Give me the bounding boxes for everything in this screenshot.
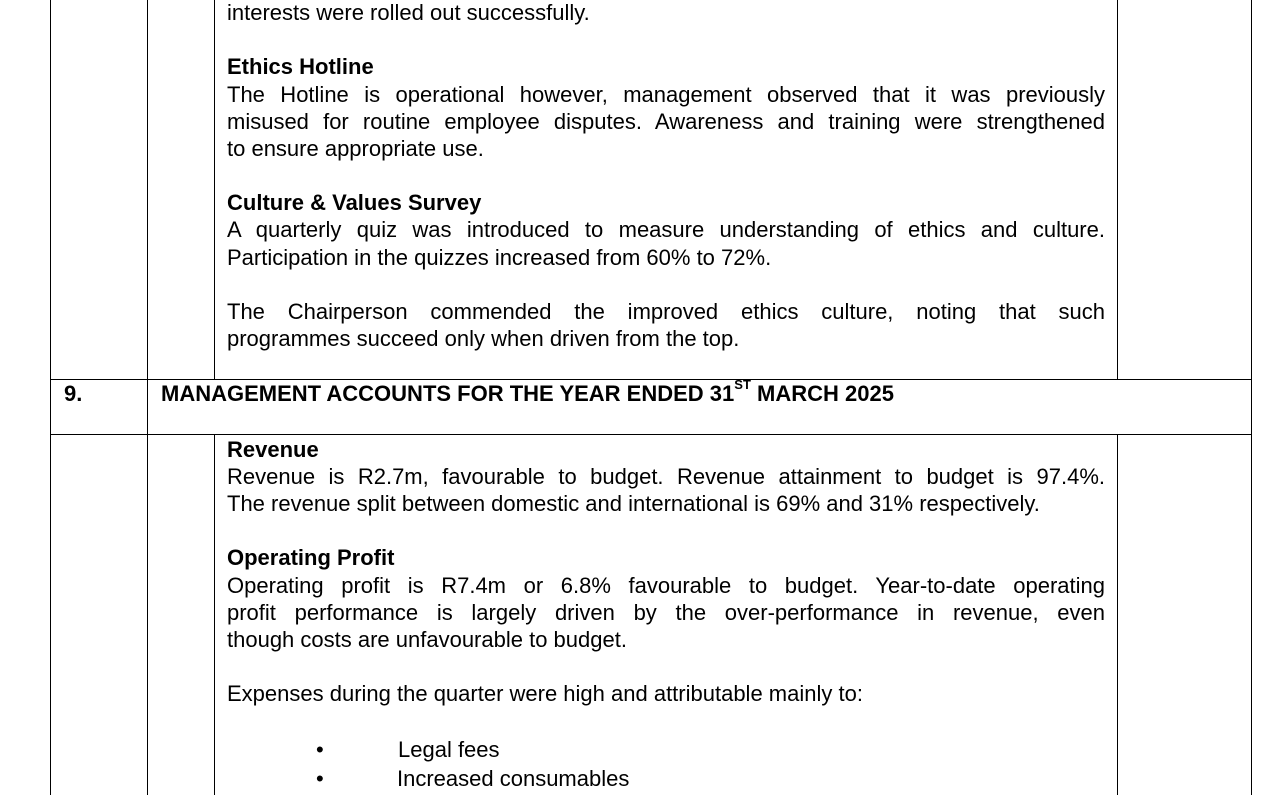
hotline-line-1: The Hotline is operational however, management observed that it was previously — [227, 82, 1105, 107]
chair-line-1: The Chairperson commended the improved ethics culture, noting that such — [227, 299, 1105, 324]
op-line-3: though costs are unfavourable to budget. — [227, 627, 627, 652]
ethics-hotline-heading: Ethics Hotline — [227, 54, 374, 79]
section-title-part1: MANAGEMENT ACCOUNTS FOR THE YEAR ENDED 31 — [161, 381, 735, 406]
table-border-right — [1251, 0, 1252, 795]
expenses-intro: Expenses during the quarter were high and attributable mainly to: — [227, 681, 863, 706]
hotline-line-2: misused for routine employee disputes. Awareness and training were strengthened — [227, 109, 1105, 134]
survey-line-1: A quarterly quiz was introduced to measure understanding of ethics and culture. — [227, 217, 1105, 242]
survey-line-2: Participation in the quizzes increased from 60% to 72%. — [227, 245, 772, 270]
chair-line-2: programmes succeed only when driven from the top. — [227, 326, 740, 351]
table-row-divider-bottom — [50, 434, 1252, 435]
section-title-sup: ST — [734, 377, 751, 392]
table-col-divider-3-upper — [1117, 0, 1118, 379]
op-line-2: profit performance is largely driven by the over-performance in revenue, even — [227, 600, 1105, 625]
section-title-part2: MARCH 2025 — [750, 381, 894, 406]
table-col-divider-3-lower — [1117, 434, 1118, 795]
revenue-line-1: Revenue is R2.7m, favourable to budget. Revenue attainment to budget is 97.4%. — [227, 464, 1105, 489]
table-border-left — [50, 0, 51, 795]
section-number: 9. — [64, 381, 83, 406]
revenue-heading: Revenue — [227, 437, 319, 462]
operating-profit-heading: Operating Profit — [227, 545, 395, 570]
section-title — [161, 377, 1241, 407]
table-col-divider-1 — [147, 0, 148, 795]
culture-survey-heading: Culture & Values Survey — [227, 190, 482, 215]
intro-tail-text: interests were rolled out successfully. — [227, 0, 590, 25]
bullet-icon: • — [316, 766, 324, 791]
table-col-divider-2-upper — [214, 0, 215, 379]
op-line-1: Operating profit is R7.4m or 6.8% favourable to budget. Year-to-date operating — [227, 573, 1105, 598]
bullet-icon: • — [316, 737, 324, 762]
revenue-line-2: The revenue split between domestic and international is 69% and 31% respectively. — [227, 491, 1040, 516]
hotline-line-3: to ensure appropriate use. — [227, 136, 484, 161]
bullet-item-legal-fees: Legal fees — [398, 737, 500, 762]
bullet-item-consumables: Increased consumables — [397, 766, 630, 791]
table-col-divider-2-lower — [214, 434, 215, 795]
